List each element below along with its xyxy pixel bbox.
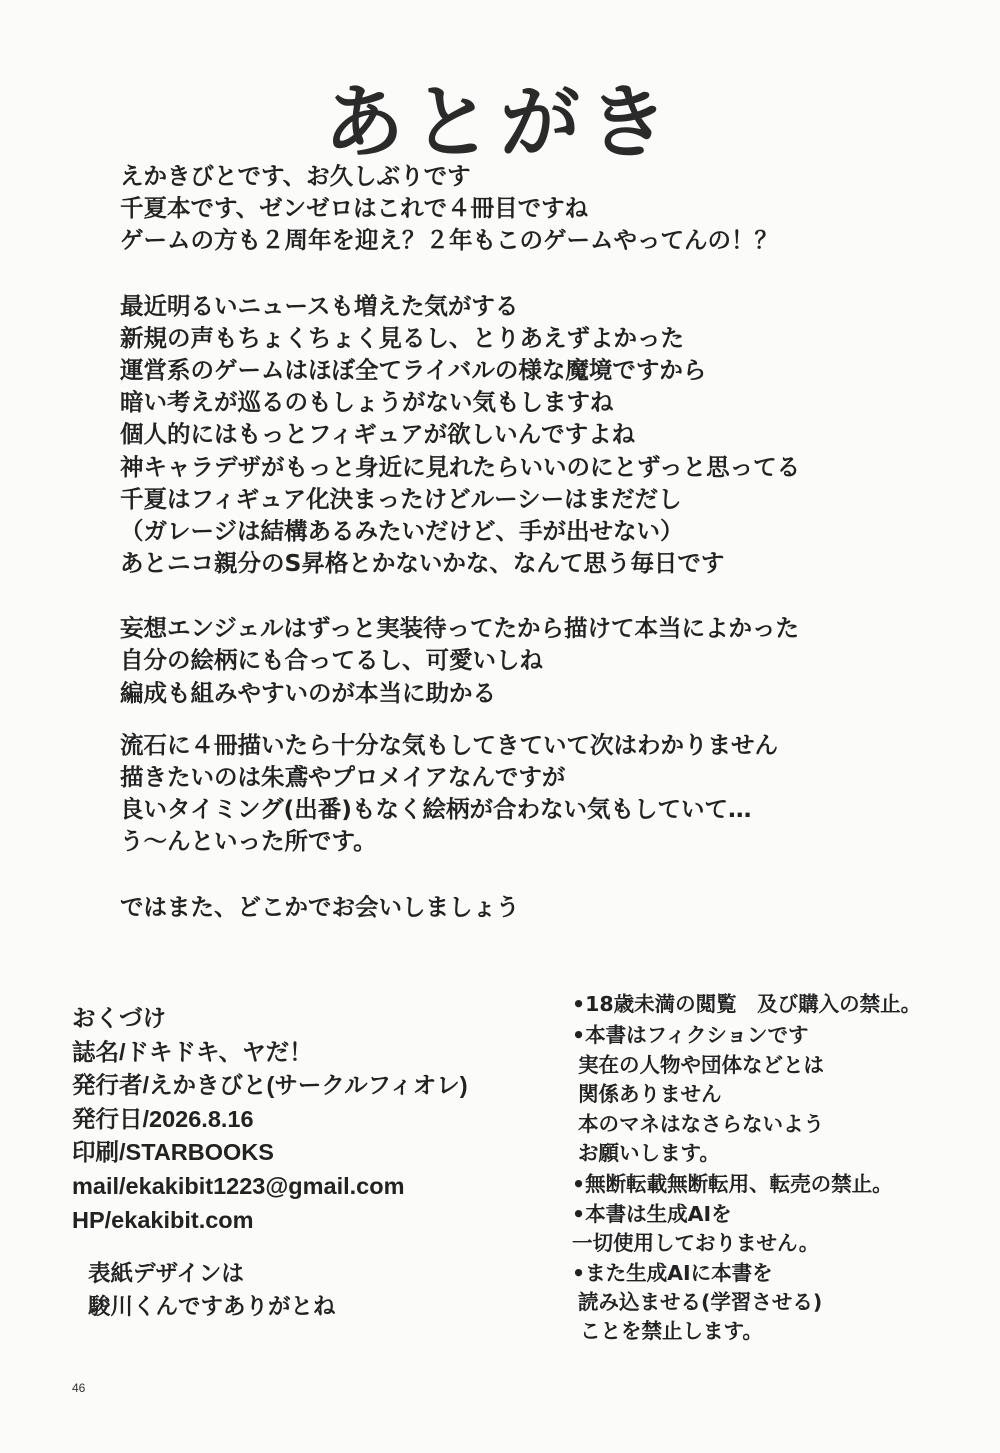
note-line: 関係ありません — [578, 1082, 722, 1107]
body-line: 神キャラデザがもっと身近に見れたらいいのにとずっと思ってる — [120, 452, 801, 481]
body-line: えかきびとです、お久しぶりです — [120, 162, 471, 190]
afterword-body — [120, 160, 920, 923]
body-line: 運営系のゲームはほぼ全てライバルの様な魔境ですから — [120, 355, 707, 384]
note-line: お願いします。 — [578, 1140, 720, 1165]
body-line: 暗い考えが巡るのもしょうがない気もしますね — [120, 388, 614, 417]
page-title: あとがき — [324, 76, 676, 169]
body-line: 描きたいのは朱鳶やプロメイアなんですが — [120, 763, 566, 791]
page-number: 46 — [72, 1381, 86, 1395]
cover-design-credit — [88, 1258, 488, 1324]
note-line: •また生成AIに本書を — [572, 1260, 773, 1285]
paragraph-5 — [120, 891, 920, 923]
colophon-homepage: HP/ekakibit.com — [72, 1206, 254, 1233]
note-line: 本のマネはなさらないよう — [578, 1111, 824, 1136]
note-line: ことを禁止します。 — [580, 1319, 763, 1344]
body-line: 編成も組みやすいのが本当に助かる — [120, 678, 496, 707]
note-line: 読み込ませる(学習させる) — [578, 1289, 823, 1314]
legal-notes — [572, 990, 972, 1347]
colophon-title: 誌名/ドキドキ、ヤだ！ — [72, 1038, 313, 1065]
note-line: •18歳未満の閲覧 及び購入の禁止。 — [572, 992, 922, 1016]
note-line: 一切使用しておりません。 — [572, 1231, 820, 1256]
paragraph-4 — [120, 729, 920, 858]
paragraph-3 — [120, 612, 920, 709]
paragraph-2 — [120, 290, 920, 580]
body-line: 妄想エンジェルはずっと実装待ってたから描けて本当によかった — [120, 614, 800, 643]
body-line: 自分の絵柄にも合ってるし、可愛いしね — [120, 646, 543, 675]
body-line: 流石に４冊描いたら十分な気もしてきていて次はわかりません — [120, 730, 778, 759]
colophon-date: 発行日/2026.8.16 — [72, 1105, 254, 1132]
colophon-mail: mail/ekakibit1223@gmail.com — [72, 1172, 405, 1199]
body-line: ではまた、どこかでお会いしましょう — [120, 892, 520, 921]
body-line: あとニコ親分のS昇格とかないかな、なんて思う毎日です — [120, 549, 725, 578]
note-line: •本書は生成AIを — [572, 1201, 732, 1226]
body-line: ゲームの方も２周年を迎え？２年もこのゲームやってんの！？ — [120, 226, 778, 255]
paragraph-1 — [120, 160, 920, 257]
body-line: 千夏はフィギュア化決まったけどルーシーはまだだし — [120, 484, 682, 513]
body-line: 良いタイミング(出番)もなく絵柄が合わない気もしていて… — [120, 795, 752, 824]
body-line: 千夏本です、ゼンゼロはこれで４冊目ですね — [120, 194, 589, 223]
note-line: •無断転載無断転用、転売の禁止。 — [572, 1172, 893, 1197]
colophon-heading: おくづけ — [72, 1005, 166, 1031]
body-line: 最近明るいニュースも増えた気がする — [120, 291, 519, 320]
body-line: う～んといった所です。 — [120, 827, 377, 856]
credit-line: 表紙デザインは — [88, 1261, 244, 1287]
credit-line: 駿川くんですありがとね — [88, 1294, 336, 1320]
colophon-printer: 印刷/STARBOOKS — [72, 1139, 274, 1166]
body-line: 新規の声もちょくちょく見るし、とりあえずよかった — [120, 323, 684, 352]
colophon-publisher: 発行者/えかきびと(サークルフィオレ) — [72, 1072, 468, 1099]
body-line: 個人的にはもっとフィギュアが欲しいんですよね — [120, 420, 636, 449]
colophon — [72, 1002, 542, 1237]
note-line: 実在の人物や団体などとは — [578, 1052, 824, 1077]
note-line: •本書はフィクションです — [572, 1023, 809, 1048]
body-line: （ガレージは結構あるみたいだけど、手が出せない） — [120, 516, 684, 545]
